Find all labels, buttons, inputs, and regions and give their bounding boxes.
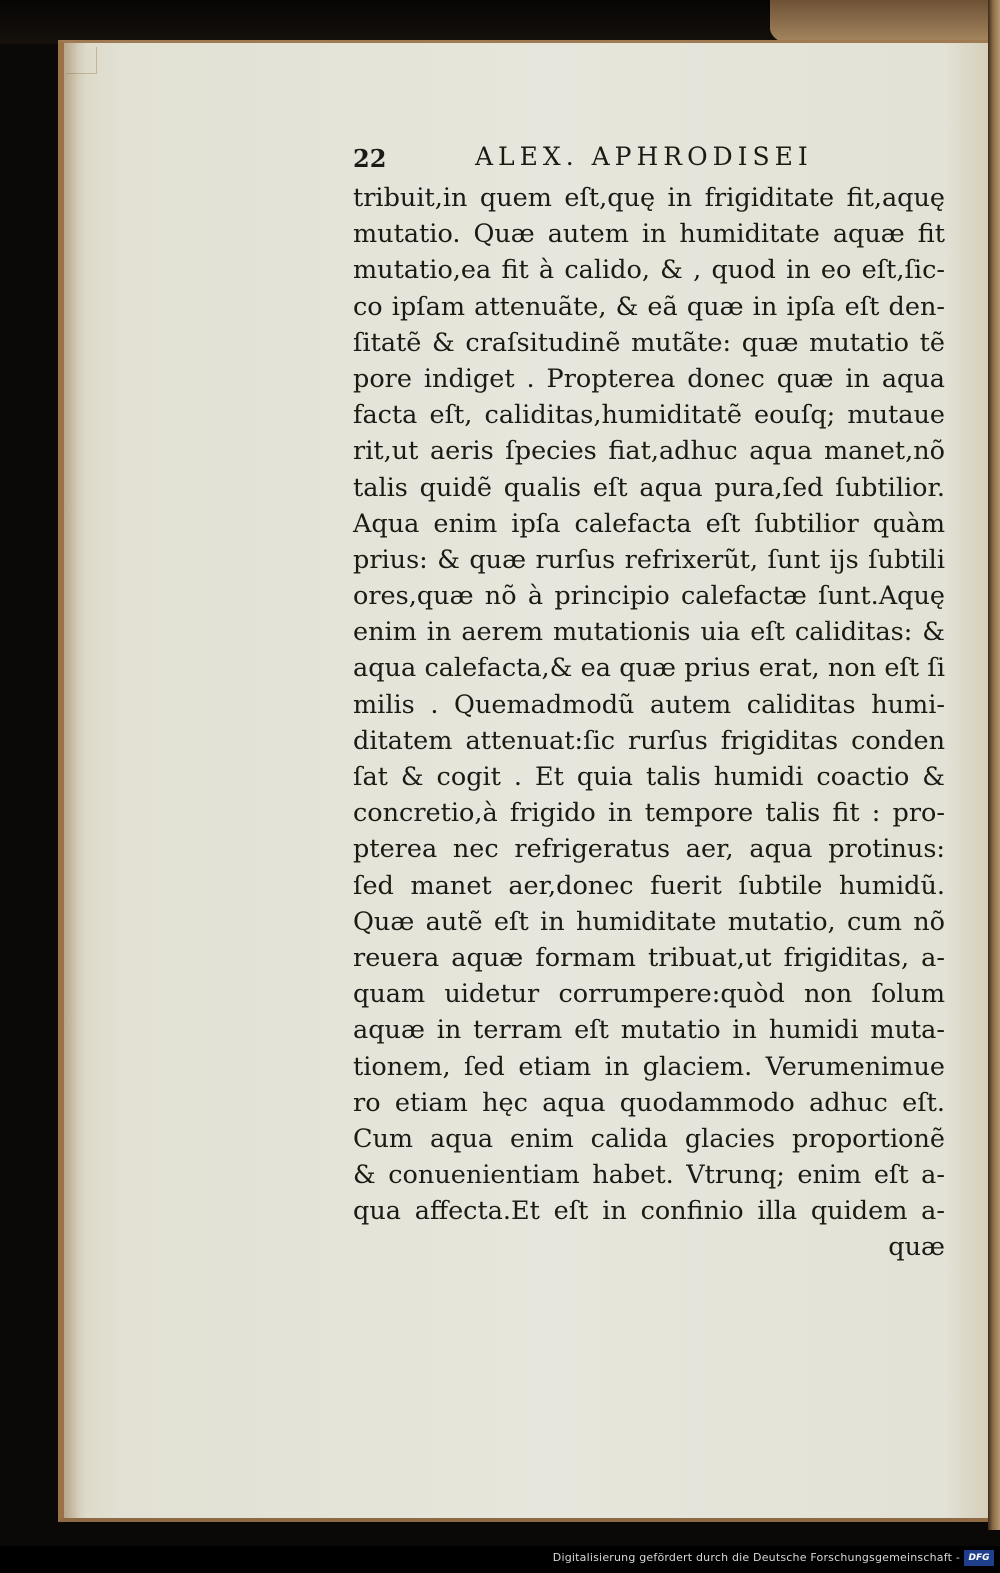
text-line: co ipſam attenuãte, & eã quæ in ipſa eſt den- <box>353 291 945 322</box>
text-line: aqua calefacta,& ea quæ prius erat, non eſt ſi <box>353 653 945 684</box>
text-line: ſitatẽ & craſsitudinẽ mutãte: quæ mutatio tẽ <box>353 327 945 358</box>
text-line: rit,ut aeris ſpecies fiat,adhuc aqua manet,nõ <box>353 436 945 467</box>
text-line: ditatem attenuat:ſic rurſus frigiditas conden <box>353 725 945 756</box>
text-line: pterea nec refrigeratus aer, aqua protinus: <box>353 834 945 865</box>
page-text-block <box>353 142 953 1266</box>
book-page-edges <box>988 0 1000 1530</box>
page-number: 22 <box>353 144 387 173</box>
text-line: ores,quæ nõ à principio calefactæ ſunt.Aquę <box>353 581 945 612</box>
text-line: aquæ in terram eſt mutatio in humidi muta- <box>353 1015 945 1046</box>
text-line: Aqua enim ipſa calefacta eſt ſubtilior quàm <box>353 508 945 539</box>
text-line: milis . Quemadmodũ autem caliditas humi- <box>353 689 945 720</box>
gutter-shadow <box>64 43 86 1518</box>
dfg-logo: DFG <box>964 1550 994 1566</box>
text-line: ſed manet aer,donec fuerit ſubtile humidũ. <box>353 870 945 901</box>
text-line: reuera aquæ formam tribuat,ut frigiditas, a- <box>353 942 945 973</box>
text-line: mutatio. Quæ autem in humiditate aquæ fit <box>353 219 945 250</box>
text-line: mutatio,ea fit à calido, & , quod in eo eſt,ſic- <box>353 255 945 286</box>
text-line: tionem, ſed etiam in glaciem. Verumenimue <box>353 1051 945 1082</box>
text-line: Quæ autẽ eſt in humiditate mutatio, cum nõ <box>353 906 945 937</box>
page-corner-mark <box>66 47 97 74</box>
text-line: facta eſt, caliditas,humiditatẽ eouſq; mutaue <box>353 400 945 431</box>
text-line: Cum aqua enim calida glacies proportionẽ <box>353 1123 945 1154</box>
running-head-title: ALEX. APHRODISEI <box>475 142 813 171</box>
text-line: tribuit,in quem eſt,quę in frigiditate fit,aquę <box>353 183 945 213</box>
catchword: quæ <box>888 1232 945 1263</box>
text-line: concretio,à frigido in tempore talis fit : pro- <box>353 798 945 829</box>
text-line: & conuenientiam habet. Vtrunq; enim eſt a- <box>353 1160 945 1191</box>
text-line: enim in aerem mutationis uia eſt caliditas: & <box>353 617 945 648</box>
funding-credit: Digitalisierung gefördert durch die Deutsche Forschungsgemeinschaft - <box>552 1551 960 1564</box>
text-line: prius: & quæ rurſus refrixerũt, ſunt ijs ſubtili <box>353 544 945 575</box>
body-text <box>353 180 953 1229</box>
text-line: quam uidetur corrumpere:quòd non ſolum <box>353 979 945 1010</box>
text-line: qua affecta.Et eſt in confinio illa quidem a- <box>353 1196 945 1227</box>
running-head <box>353 142 953 180</box>
text-line: pore indiget . Propterea donec quæ in aqua <box>353 363 945 394</box>
text-line: ſat & cogit . Et quia talis humidi coactio & <box>353 762 945 792</box>
text-line: ro etiam hęc aqua quodammodo adhuc eſt. <box>353 1087 945 1118</box>
text-line: talis quidẽ qualis eſt aqua pura,ſed ſubtilior. <box>353 472 945 503</box>
